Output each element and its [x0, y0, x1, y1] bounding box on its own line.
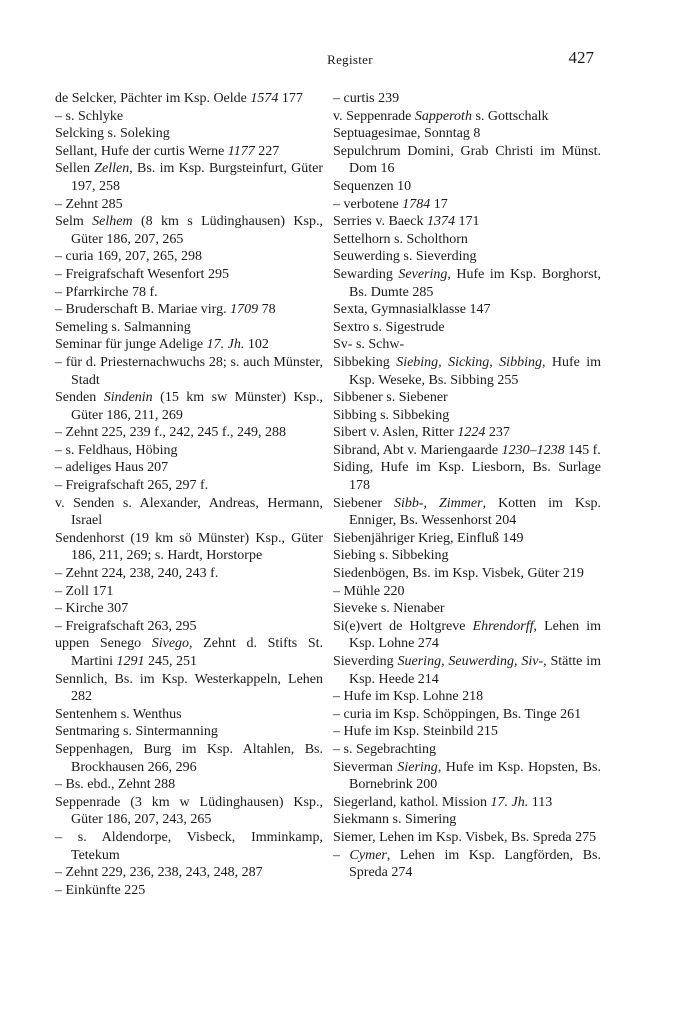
index-entry-italic: Ehrendorff: [472, 618, 534, 634]
index-entry-text: Siebener: [333, 495, 394, 511]
index-entry-text: , Hufe im Ksp. Weseke, Bs. Sibbing 255: [349, 354, 602, 388]
index-entry: [55, 143, 323, 161]
index-entry: [55, 108, 323, 126]
index-entry: [333, 618, 601, 653]
index-entry: [333, 389, 601, 407]
index-entry-italic: Sibb-, Zimmer: [393, 495, 483, 511]
index-entry: [333, 336, 601, 354]
index-entry-text: Settelhorn s. Scholthorn: [333, 231, 468, 247]
index-entry-text: 227: [254, 143, 280, 159]
index-entry: [55, 389, 323, 424]
index-entry-text: Siedenbögen, Bs. im Ksp. Visbek, Güter 219: [333, 566, 584, 582]
index-entry: [333, 231, 601, 249]
index-entry-text: Sibbeking: [333, 354, 397, 370]
index-entry-text: Sexta, Gymnasialklasse 147: [333, 302, 491, 318]
index-entry: [333, 565, 601, 583]
index-entry-text: Siebenjähriger Krieg, Einfluß 149: [333, 530, 524, 546]
index-entry: [333, 196, 601, 214]
index-entry: [333, 583, 601, 601]
index-entry: [55, 266, 323, 284]
index-entry: [55, 794, 323, 829]
index-entry-text: uppen Senego: [55, 636, 152, 652]
index-entry: [333, 706, 601, 724]
index-entry-italic: 1230–1238: [501, 442, 565, 458]
index-entry: [333, 653, 601, 688]
index-entry: [55, 336, 323, 354]
index-entry-text: – s. Schlyke: [55, 108, 124, 124]
index-entry-italic: 1709: [230, 302, 259, 318]
index-entry: [333, 829, 601, 847]
index-entry: [55, 776, 323, 794]
index-entry: [55, 864, 323, 882]
index-entry-text: Selcking s. Soleking: [55, 126, 170, 142]
index-entry-text: 102: [244, 337, 269, 353]
index-entry: [55, 671, 323, 706]
index-entry-text: Siekmann s. Simering: [333, 812, 457, 828]
index-entry-text: Sibbener s. Siebener: [333, 390, 448, 406]
index-entry: [333, 125, 601, 143]
index-entry: [333, 741, 601, 759]
index-entry-text: Sellant, Hufe der curtis Werne: [55, 143, 228, 159]
index-entry-text: Siegerland, kathol. Mission: [333, 794, 491, 810]
index-entry-text: 245, 251: [144, 654, 197, 669]
index-entry: [333, 407, 601, 425]
index-entry: [333, 178, 601, 196]
index-entry: [55, 530, 323, 565]
index-entry-text: – s. Segebrachting: [333, 741, 437, 757]
index-entry-italic: 1574: [250, 91, 279, 106]
index-entry-text: 237: [485, 425, 510, 441]
index-entry: [55, 635, 323, 670]
index-entry: [333, 213, 601, 231]
index-entry-text: Sieveke s. Nienaber: [333, 601, 445, 617]
index-entry-text: , Lehen im Ksp. Langförden, Bs. Spreda 274: [349, 847, 601, 881]
index-entry: [333, 90, 601, 108]
index-entry-text: , Kotten im Ksp. Enniger, Bs. Wessenhorst 204: [349, 495, 601, 529]
index-entry-text: Sendenhorst (19 km sö Münster) Ksp., Güter 186, 211, 269; s. Hardt, Horstorpe: [55, 530, 323, 564]
index-entry-text: – Bruderschaft B. Mariae virg.: [55, 302, 231, 318]
index-entry: [55, 354, 323, 389]
index-entry-text: v. Seppenrade: [333, 108, 415, 124]
index-entry-text: – Pfarrkirche 78 f.: [55, 284, 158, 300]
index-entry-text: Sextro s. Sigestrude: [333, 319, 445, 335]
index-entry-text: , Lehen im Ksp. Lohne 274: [349, 618, 601, 652]
index-entry-italic: Selhem: [92, 214, 133, 230]
index-entry: [55, 196, 323, 214]
index-entry-text: – s. Aldendorpe, Visbeck, Imminkamp, Tetekum: [55, 829, 323, 863]
index-entry-text: Septuagesimae, Sonntag 8: [333, 126, 481, 142]
index-entry-italic: Siering: [397, 759, 438, 775]
index-column-left: [55, 90, 323, 899]
index-entry-text: Si(e)vert de Holtgreve: [333, 618, 473, 634]
index-entry-text: – Mühle 220: [333, 583, 405, 599]
index-entry: [333, 847, 601, 882]
index-entry-text: Semeling s. Salmanning: [55, 319, 191, 335]
index-entry-text: – s. Feldhaus, Höbing: [55, 442, 178, 458]
index-entry-italic: 1291: [116, 654, 145, 669]
index-entry: [55, 248, 323, 266]
index-entry-text: Sennlich, Bs. im Ksp. Westerkappeln, Lehen 282: [55, 671, 323, 705]
index-entry-italic: 17. Jh.: [490, 794, 529, 810]
index-entry: [55, 284, 323, 302]
index-entry-text: 145 f.: [564, 442, 601, 458]
index-entry: [333, 811, 601, 829]
index-entry-text: Serries v. Baeck: [333, 214, 427, 230]
index-entry-text: Sellen: [55, 161, 95, 177]
index-entry-italic: 1224: [457, 425, 486, 441]
index-entry-text: – Zehnt 225, 239 f., 242, 245 f., 249, 288: [55, 425, 286, 441]
index-entry: [55, 583, 323, 601]
index-entry: [333, 301, 601, 319]
index-entry: [55, 160, 323, 195]
index-entry-italic: 1784: [402, 196, 431, 212]
index-entry: [333, 723, 601, 741]
index-entry-text: (8 km s Lüdinghausen) Ksp., Güter 186, 207, 265: [71, 214, 323, 247]
index-entry-text: (15 km sw Münster) Ksp., Güter 186, 211, 269: [71, 390, 323, 423]
index-entry-text: Seuwerding s. Sieverding: [333, 249, 477, 265]
index-entry-text: Sieverman: [333, 759, 398, 775]
index-entry: [55, 600, 323, 618]
index-entry: [333, 266, 601, 301]
index-entry-text: Sieverding: [333, 654, 398, 669]
index-entry: [55, 213, 323, 248]
index-entry: [333, 759, 601, 794]
index-entry: [333, 248, 601, 266]
index-entry-text: Sentmaring s. Sintermanning: [55, 724, 218, 740]
index-entry: [55, 723, 323, 741]
index-entry-italic: Siebing, Sicking, Sibbing: [396, 354, 542, 370]
index-entry-text: Siding, Hufe im Ksp. Liesborn, Bs. Surlage 178: [333, 460, 601, 494]
index-entry: [55, 495, 323, 530]
index-entry: [333, 530, 601, 548]
index-entry-italic: 1177: [227, 143, 255, 159]
index-entry-text: – Freigrafschaft Wesenfort 295: [55, 266, 229, 282]
index-entry: [333, 459, 601, 494]
index-entry-text: , Zehnt d. Stifts St. Martini: [71, 636, 323, 669]
index-entry-text: s. Gottschalk: [471, 108, 549, 124]
index-entry: [333, 442, 601, 460]
index-column-right: [333, 90, 601, 882]
index-entry: [55, 477, 323, 495]
index-entry: [55, 706, 323, 724]
index-entry: [333, 495, 601, 530]
index-entry-text: 177: [278, 91, 303, 106]
index-entry-text: – Bs. ebd., Zehnt 288: [55, 777, 176, 793]
index-entry-text: Seppenhagen, Burg im Ksp. Altahlen, Bs. Brockhausen 266, 296: [55, 741, 323, 775]
index-entry-text: Sepulchrum Domini, Grab Christi im Münst. Dom 16: [333, 143, 601, 177]
index-entry: [55, 741, 323, 776]
index-entry: [333, 600, 601, 618]
index-entry-text: – curia 169, 207, 265, 298: [55, 249, 202, 265]
index-entry-italic: Sapperoth: [414, 108, 472, 124]
index-entry-text: – Zehnt 224, 238, 240, 243 f.: [55, 566, 219, 582]
index-entry: [55, 618, 323, 636]
index-entry-text: – Hufe im Ksp. Lohne 218: [333, 689, 484, 705]
index-entry-text: – curtis 239: [333, 91, 400, 106]
index-entry-text: Siebing s. Sibbeking: [333, 548, 449, 564]
index-entry-text: 113: [528, 794, 553, 810]
index-entry-text: Selm: [55, 214, 93, 230]
index-entry-text: , Hufe im Ksp. Hopsten, Bs. Bornebrink 200: [349, 759, 601, 793]
index-entry-text: – Zehnt 229, 236, 238, 243, 248, 287: [55, 865, 263, 881]
index-entry-text: – verbotene: [333, 196, 403, 212]
index-entry: [333, 143, 601, 178]
index-entry: [333, 424, 601, 442]
index-entry: [333, 354, 601, 389]
index-entry: [55, 565, 323, 583]
index-entry-text: – curia im Ksp. Schöppingen, Bs. Tinge 261: [333, 706, 582, 722]
index-entry: [333, 794, 601, 812]
index-entry-text: v. Senden s. Alexander, Andreas, Hermann, Israel: [55, 495, 323, 529]
index-entry-text: Sequenzen 10: [333, 178, 412, 194]
index-entry-text: – adeliges Haus 207: [55, 460, 169, 476]
index-entry-text: – Zoll 171: [55, 583, 114, 599]
index-entry: [55, 424, 323, 442]
index-entry-text: – Kirche 307: [55, 601, 129, 617]
index-entry-text: – Hufe im Ksp. Steinbild 215: [333, 724, 498, 740]
index-entry: [55, 319, 323, 337]
index-entry-italic: Suering, Seuwerding, Siv-: [397, 654, 544, 669]
index-entry-italic: Zellen: [94, 161, 130, 177]
running-head: Register: [327, 52, 373, 67]
index-entry-text: Sentenhem s. Wenthus: [55, 706, 182, 722]
index-entry: [55, 90, 323, 108]
index-entry-italic: 1374: [426, 214, 455, 230]
index-entry: [333, 547, 601, 565]
index-entry-text: Sv- s. Schw-: [333, 337, 405, 353]
index-entry: [333, 688, 601, 706]
index-entry: [333, 319, 601, 337]
index-entry-text: , Stätte im Ksp. Heede 214: [349, 654, 601, 687]
index-entry-italic: Cymer: [349, 847, 387, 863]
index-entry-text: Siemer, Lehen im Ksp. Visbek, Bs. Spreda 275: [333, 829, 597, 845]
index-entry-text: 17: [430, 196, 448, 212]
index-entry-text: – Freigrafschaft 263, 295: [55, 618, 197, 634]
index-entry-text: – Freigrafschaft 265, 297 f.: [55, 478, 209, 494]
index-entry-text: – Zehnt 285: [55, 196, 123, 212]
index-entry: [55, 829, 323, 864]
index-entry-text: 78: [258, 302, 276, 318]
index-entry-text: Seminar für junge Adelige: [55, 337, 207, 353]
index-entry-text: , Hufe im Ksp. Borghorst, Bs. Dumte 285: [349, 266, 601, 300]
index-entry-text: Senden: [55, 390, 104, 406]
index-entry-italic: Sivego: [151, 636, 190, 652]
index-entry: [55, 301, 323, 319]
index-entry-text: de Selcker, Pächter im Ksp. Oelde: [55, 91, 251, 106]
index-entry: [333, 108, 601, 126]
index-entry-text: Sibrand, Abt v. Mariengaarde: [333, 442, 502, 458]
index-entry-italic: 17. Jh.: [206, 337, 245, 353]
index-entry-italic: Severing: [398, 266, 448, 282]
index-entry: [55, 125, 323, 143]
index-entry-text: – für d. Priesternachwuchs 28; s. auch Münster, Stadt: [55, 354, 323, 388]
index-entry-text: Sewarding: [333, 266, 399, 282]
index-entry-text: Seppenrade (3 km w Lüdinghausen) Ksp., Güter 186, 207, 243, 265: [55, 794, 323, 828]
index-entry: [55, 882, 323, 900]
index-entry-text: 171: [454, 214, 480, 230]
page-number: 427: [568, 48, 594, 67]
index-entry-text: –: [333, 847, 350, 863]
index-entry-text: , Bs. im Ksp. Burgsteinfurt, Güter 197, 258: [71, 161, 323, 194]
index-entry-text: – Einkünfte 225: [55, 882, 146, 898]
index-entry-text: Sibert v. Aslen, Ritter: [333, 425, 458, 441]
index-entry: [55, 459, 323, 477]
index-entry-text: Sibbing s. Sibbeking: [333, 407, 450, 423]
index-entry: [55, 442, 323, 460]
index-entry-italic: Sindenin: [103, 390, 153, 406]
